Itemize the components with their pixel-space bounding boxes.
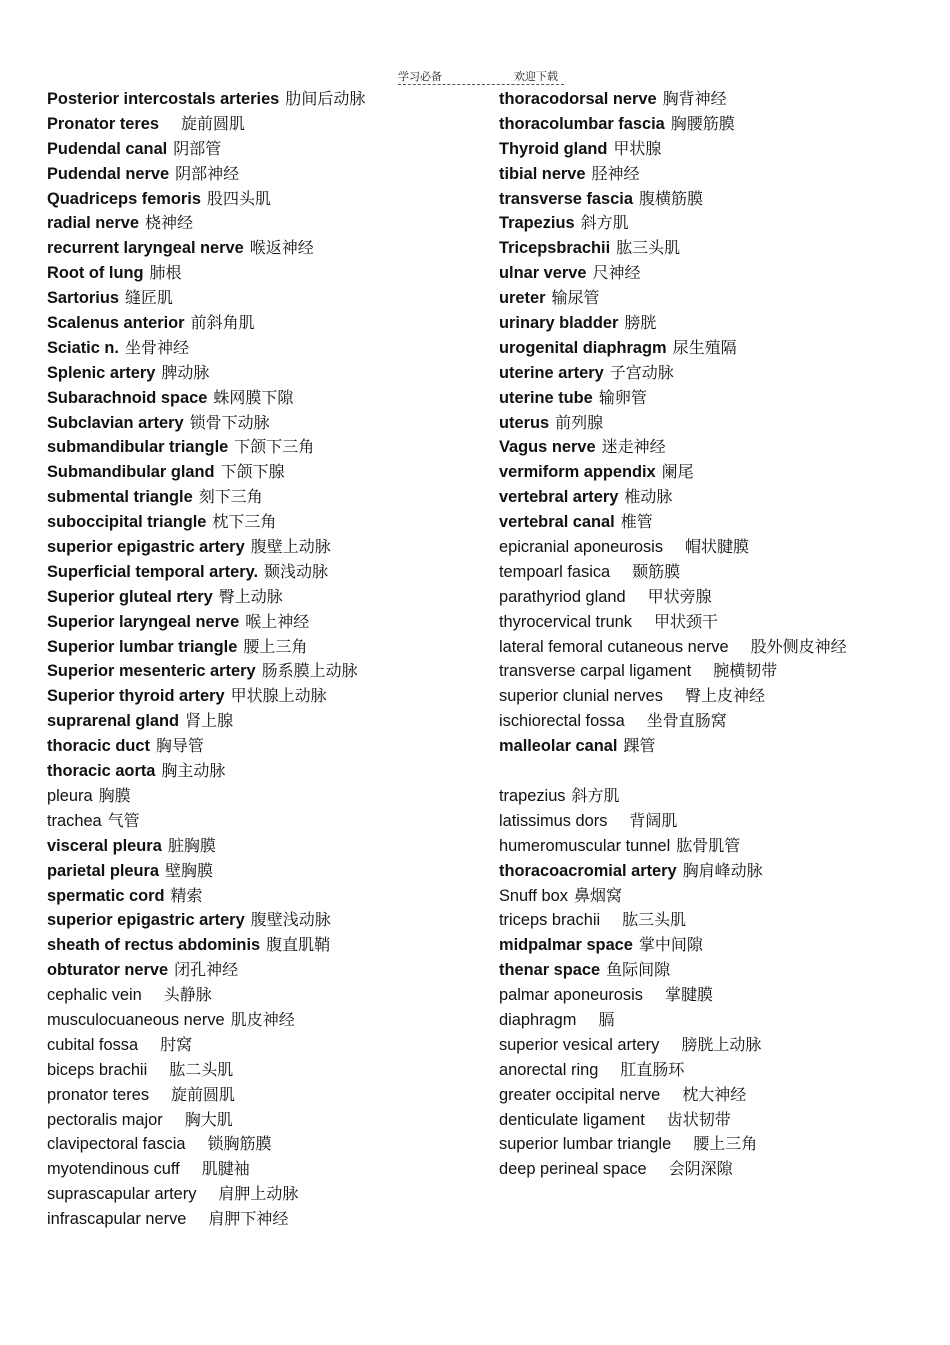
term-chinese: 腰上三角: [243, 636, 308, 656]
term-entry: [47, 286, 487, 311]
term-chinese: 前斜角肌: [190, 313, 255, 333]
term-chinese: 甲状腺上动脉: [230, 686, 327, 706]
term-chinese: 腹横筋膜: [638, 188, 703, 208]
term-english: myotendinous cuff: [47, 1160, 180, 1179]
term-entry: [499, 187, 939, 212]
term-entry: [499, 361, 939, 386]
term-chinese: 喉上神经: [245, 611, 310, 631]
term-entry: [47, 784, 487, 809]
term-entry: [47, 361, 487, 386]
term-chinese: 腹直肌鞘: [266, 935, 331, 955]
term-english: Subclavian artery: [47, 413, 184, 432]
term-entry: [47, 1207, 487, 1232]
term-english: vertebral canal: [499, 513, 615, 532]
term-chinese: 尿生殖隔: [672, 337, 737, 357]
term-english: superior epigastric artery: [47, 538, 245, 557]
term-english: ischiorectal fossa: [499, 712, 625, 731]
term-chinese: 掌腱膜: [664, 985, 713, 1005]
term-entry: [499, 958, 939, 983]
left-term-column: [47, 87, 487, 1232]
term-entry: [47, 311, 487, 336]
term-english: Thyroid gland: [499, 139, 608, 158]
term-entry: [47, 809, 487, 834]
term-chinese: 腹壁上动脉: [250, 537, 331, 557]
term-entry: [499, 859, 939, 884]
term-english: thenar space: [499, 961, 601, 980]
term-entry: [499, 112, 939, 137]
term-english: parietal pleura: [47, 861, 160, 880]
term-english: greater occipital nerve: [499, 1085, 661, 1104]
term-chinese: 枕大神经: [682, 1084, 747, 1104]
term-chinese: 膀胱上动脉: [681, 1034, 762, 1054]
term-entry: [499, 211, 939, 236]
term-chinese: 膈: [598, 1009, 615, 1029]
term-english: Quadriceps femoris: [47, 189, 201, 208]
term-english: Superior lumbar triangle: [47, 637, 238, 656]
term-english: suprascapular artery: [47, 1185, 197, 1204]
term-entry: [47, 1108, 487, 1133]
term-chinese: 肌腱袖: [201, 1159, 250, 1179]
term-chinese: 肩胛上动脉: [218, 1184, 299, 1204]
term-chinese: 胸背神经: [662, 89, 727, 108]
term-chinese: 踝管: [623, 736, 656, 756]
term-chinese: 腰上三角: [693, 1134, 758, 1154]
term-english: biceps brachii: [47, 1060, 148, 1079]
term-english: denticulate ligament: [499, 1110, 645, 1129]
term-entry: [47, 610, 487, 635]
term-chinese: 肾上腺: [185, 711, 234, 731]
term-entry: [47, 585, 487, 610]
term-english: superior vesical artery: [499, 1035, 660, 1054]
term-english: Sciatic n.: [47, 338, 119, 357]
header-right-text: 欢迎下载: [514, 70, 558, 83]
term-entry: [47, 137, 487, 162]
term-entry: [499, 386, 939, 411]
term-english: superior lumbar triangle: [499, 1135, 672, 1154]
term-chinese: 坐骨神经: [124, 337, 189, 357]
term-entry: [47, 112, 487, 137]
term-english: thoracoacromial artery: [499, 861, 677, 880]
term-english: clavipectoral fascia: [47, 1135, 186, 1154]
term-english: pleura: [47, 786, 93, 805]
term-entry: [499, 610, 939, 635]
term-entry: [499, 87, 939, 112]
term-english: infrascapular nerve: [47, 1210, 187, 1229]
term-chinese: 输尿管: [551, 288, 600, 308]
term-english: Pudendal canal: [47, 139, 168, 158]
term-chinese: 椎管: [620, 512, 653, 532]
term-entry: [499, 659, 939, 684]
term-entry: [47, 510, 487, 535]
term-english: epicranial aponeurosis: [499, 538, 664, 557]
term-english: Root of lung: [47, 264, 144, 283]
term-chinese: 甲状颈干: [654, 611, 719, 631]
term-english: spermatic cord: [47, 886, 165, 905]
term-chinese: 脏胸膜: [167, 835, 216, 855]
term-english: Snuff box: [499, 886, 568, 905]
term-chinese: 桡神经: [145, 213, 194, 233]
term-chinese: 鱼际间隙: [606, 960, 671, 980]
term-entry: [499, 460, 939, 485]
term-english: thoracic aorta: [47, 762, 156, 781]
term-english: latissimus dors: [499, 811, 608, 830]
term-english: Superior gluteal rtery: [47, 587, 213, 606]
term-entry: [499, 286, 939, 311]
term-english: Vagus nerve: [499, 438, 596, 457]
term-chinese: 股四头肌: [206, 188, 271, 208]
term-english: transverse fascia: [499, 189, 633, 208]
term-entry: [499, 585, 939, 610]
term-entry: [47, 211, 487, 236]
term-english: Subarachnoid space: [47, 388, 208, 407]
term-chinese: 刻下三角: [198, 487, 263, 507]
term-chinese: 臀上皮神经: [685, 686, 766, 706]
term-chinese: 甲状旁腺: [647, 586, 712, 606]
term-entry: [47, 236, 487, 261]
term-english: Superior mesenteric artery: [47, 662, 256, 681]
term-english: lateral femoral cutaneous nerve: [499, 637, 729, 656]
term-chinese: 尺神经: [592, 263, 641, 283]
term-chinese: 甲状腺: [613, 138, 662, 158]
header-left-text: 学习必备: [398, 70, 442, 83]
term-english: Tricepsbrachii: [499, 239, 611, 258]
term-entry: [47, 908, 487, 933]
term-entry: [499, 435, 939, 460]
term-chinese: 迷走神经: [601, 437, 666, 457]
term-chinese: 腹壁浅动脉: [250, 910, 331, 930]
term-entry: [47, 535, 487, 560]
term-entry: [47, 834, 487, 859]
term-chinese: 胸肩峰动脉: [682, 860, 763, 880]
term-chinese: 肩胛下神经: [208, 1209, 289, 1229]
term-english: transverse carpal ligament: [499, 662, 692, 681]
term-chinese: 胸主动脉: [161, 761, 226, 781]
term-entry: [47, 734, 487, 759]
right-term-column: [499, 87, 939, 1182]
term-english: Submandibular gland: [47, 463, 215, 482]
term-chinese: 枕下三角: [212, 512, 277, 532]
term-entry: [47, 759, 487, 784]
term-entry: [499, 311, 939, 336]
term-english: suprarenal gland: [47, 712, 180, 731]
term-chinese: 肋间后动脉: [285, 89, 366, 108]
term-english: suboccipital triangle: [47, 513, 207, 532]
term-entry: [47, 1033, 487, 1058]
term-chinese: 胸大肌: [184, 1109, 233, 1129]
page-header: [398, 68, 564, 85]
term-english: superior epigastric artery: [47, 911, 245, 930]
term-entry: [47, 435, 487, 460]
term-english: uterine artery: [499, 363, 604, 382]
term-entry: [47, 1058, 487, 1083]
term-chinese: 肱三头肌: [622, 910, 687, 930]
term-english: thoracic duct: [47, 737, 150, 756]
term-entry: [499, 1058, 939, 1083]
term-chinese: 帽状腱膜: [685, 537, 750, 557]
term-chinese: 气管: [107, 810, 140, 830]
term-entry: [499, 709, 939, 734]
term-english: Posterior intercostals arteries: [47, 90, 280, 108]
term-chinese: 肱二头肌: [169, 1059, 234, 1079]
term-chinese: 脾动脉: [161, 362, 210, 382]
term-chinese: 输卵管: [598, 387, 647, 407]
term-entry: [47, 411, 487, 436]
term-english: anorectal ring: [499, 1060, 599, 1079]
term-entry: [499, 137, 939, 162]
term-english: diaphragm: [499, 1010, 577, 1029]
term-english: Superficial temporal artery.: [47, 562, 259, 581]
term-english: humeromuscular tunnel: [499, 836, 671, 855]
term-chinese: 锁骨下动脉: [189, 412, 270, 432]
term-chinese: 肠系膜上动脉: [261, 661, 358, 681]
term-entry: [499, 933, 939, 958]
term-english: visceral pleura: [47, 836, 162, 855]
term-chinese: 臀上动脉: [218, 586, 283, 606]
term-english: Pronator teres: [47, 114, 160, 133]
term-chinese: 旋前圆肌: [171, 1084, 236, 1104]
term-english: Scalenus anterior: [47, 314, 185, 333]
term-chinese: 阑尾: [661, 462, 694, 482]
term-chinese: 头静脉: [163, 985, 212, 1005]
term-entry: [47, 884, 487, 909]
term-english: tempoarl fasica: [499, 562, 611, 581]
term-chinese: 肌皮神经: [230, 1009, 295, 1029]
term-chinese: 肛直肠环: [620, 1059, 685, 1079]
term-entry: [499, 236, 939, 261]
term-english: musculocuaneous nerve: [47, 1010, 225, 1029]
term-entry: [499, 1157, 939, 1182]
term-entry: [47, 933, 487, 958]
term-english: radial nerve: [47, 214, 140, 233]
term-english: trapezius: [499, 786, 566, 805]
term-entry: [499, 1008, 939, 1033]
term-entry: [499, 510, 939, 535]
term-english: ulnar verve: [499, 264, 587, 283]
term-english: pectoralis major: [47, 1110, 163, 1129]
term-entry: [47, 261, 487, 286]
term-chinese: 蛛网膜下隙: [213, 387, 294, 407]
term-english: midpalmar space: [499, 936, 633, 955]
term-chinese: 颞筋膜: [632, 561, 681, 581]
term-english: Sartorius: [47, 289, 119, 308]
term-english: uterine tube: [499, 388, 593, 407]
term-chinese: 肱骨肌管: [676, 835, 741, 855]
term-entry: [47, 1083, 487, 1108]
term-entry: [499, 336, 939, 361]
term-entry: [499, 884, 939, 909]
term-entry: [47, 659, 487, 684]
term-chinese: 前列腺: [555, 412, 604, 432]
term-english: malleolar canal: [499, 737, 618, 756]
term-chinese: 肱三头肌: [616, 238, 681, 258]
term-entry: [47, 560, 487, 585]
term-entry: [499, 1132, 939, 1157]
term-entry: [499, 983, 939, 1008]
term-entry: [499, 635, 939, 660]
term-chinese: 椎动脉: [624, 487, 673, 507]
term-english: superior clunial nerves: [499, 687, 663, 706]
term-chinese: 斜方肌: [571, 785, 620, 805]
term-entry: [47, 983, 487, 1008]
term-chinese: 下颌下腺: [220, 462, 285, 482]
term-entry: [499, 261, 939, 286]
term-chinese: 坐骨直肠窝: [646, 711, 727, 731]
term-english: Splenic artery: [47, 363, 156, 382]
term-english: urinary bladder: [499, 314, 619, 333]
term-english: deep perineal space: [499, 1160, 647, 1179]
term-entry: [499, 411, 939, 436]
term-english: vermiform appendix: [499, 463, 656, 482]
term-english: triceps brachii: [499, 911, 601, 930]
term-entry: [47, 1157, 487, 1182]
term-english: thyrocervical trunk: [499, 612, 632, 631]
term-entry: [47, 1132, 487, 1157]
term-chinese: 背阔肌: [629, 810, 678, 830]
term-entry: [499, 1033, 939, 1058]
term-entry: [47, 1182, 487, 1207]
term-entry: [499, 535, 939, 560]
term-chinese: 齿状韧带: [666, 1109, 731, 1129]
term-chinese: 子宫动脉: [609, 362, 674, 382]
term-entry: [47, 684, 487, 709]
term-english: cubital fossa: [47, 1035, 139, 1054]
term-chinese: 阴部神经: [175, 163, 240, 183]
term-chinese: 膀胱: [624, 313, 657, 333]
term-entry: [47, 1008, 487, 1033]
term-english: palmar aponeurosis: [499, 986, 643, 1005]
term-english: Pudendal nerve: [47, 164, 170, 183]
term-chinese: 掌中间隙: [638, 935, 703, 955]
term-entry: [499, 734, 939, 759]
term-english: thoracodorsal nerve: [499, 90, 657, 108]
term-entry: [47, 386, 487, 411]
term-chinese: 斜方肌: [580, 213, 629, 233]
term-english: tibial nerve: [499, 164, 586, 183]
term-entry: [499, 784, 939, 809]
term-entry: [499, 162, 939, 187]
term-english: sheath of rectus abdominis: [47, 936, 261, 955]
term-entry: [499, 809, 939, 834]
term-entry: [499, 908, 939, 933]
term-english: parathyriod gland: [499, 587, 626, 606]
term-entry: [499, 485, 939, 510]
term-entry: [499, 560, 939, 585]
term-chinese: 胸导管: [155, 736, 204, 756]
term-english: Superior laryngeal nerve: [47, 612, 240, 631]
term-entry: [499, 684, 939, 709]
term-english: trachea: [47, 811, 102, 830]
term-chinese: 喉返神经: [249, 238, 314, 258]
term-chinese: 闭孔神经: [174, 960, 239, 980]
term-chinese: 会阴深隙: [668, 1159, 733, 1179]
term-chinese: 肺根: [149, 263, 182, 283]
term-english: Trapezius: [499, 214, 575, 233]
term-english: submandibular triangle: [47, 438, 229, 457]
term-english: submental triangle: [47, 488, 193, 507]
term-entry: [499, 834, 939, 859]
term-english: urogenital diaphragm: [499, 338, 667, 357]
term-english: Superior thyroid artery: [47, 687, 225, 706]
term-english: vertebral artery: [499, 488, 619, 507]
term-entry: [47, 336, 487, 361]
term-english: pronator teres: [47, 1085, 150, 1104]
term-chinese: 颞浅动脉: [264, 561, 329, 581]
term-chinese: 旋前圆肌: [181, 113, 246, 133]
term-chinese: 锁胸筋膜: [207, 1134, 272, 1154]
term-english: uterus: [499, 413, 550, 432]
term-entry: [47, 709, 487, 734]
term-entry: [47, 187, 487, 212]
term-chinese: 鼻烟窝: [573, 885, 622, 905]
term-chinese: 胸膜: [98, 785, 131, 805]
term-entry: [47, 859, 487, 884]
term-entry: [47, 485, 487, 510]
term-english: cephalic vein: [47, 986, 142, 1005]
term-chinese: 阴部管: [173, 138, 222, 158]
term-entry: [499, 1108, 939, 1133]
term-chinese: 精索: [170, 885, 203, 905]
term-chinese: 缝匠肌: [124, 288, 173, 308]
term-english: thoracolumbar fascia: [499, 114, 665, 133]
term-chinese: 股外侧皮神经: [750, 636, 847, 656]
blank-line: [499, 759, 939, 784]
term-english: ureter: [499, 289, 546, 308]
term-entry: [47, 635, 487, 660]
term-chinese: 胫神经: [591, 163, 640, 183]
term-entry: [47, 460, 487, 485]
term-entry: [47, 87, 487, 112]
term-chinese: 胸腰筋膜: [670, 113, 735, 133]
term-entry: [47, 958, 487, 983]
term-chinese: 肘窝: [160, 1034, 193, 1054]
term-entry: [499, 1083, 939, 1108]
term-chinese: 壁胸膜: [165, 860, 214, 880]
term-chinese: 腕横韧带: [713, 661, 778, 681]
term-entry: [47, 162, 487, 187]
term-english: recurrent laryngeal nerve: [47, 239, 244, 258]
term-english: obturator nerve: [47, 961, 169, 980]
term-chinese: 下颌下三角: [234, 437, 315, 457]
